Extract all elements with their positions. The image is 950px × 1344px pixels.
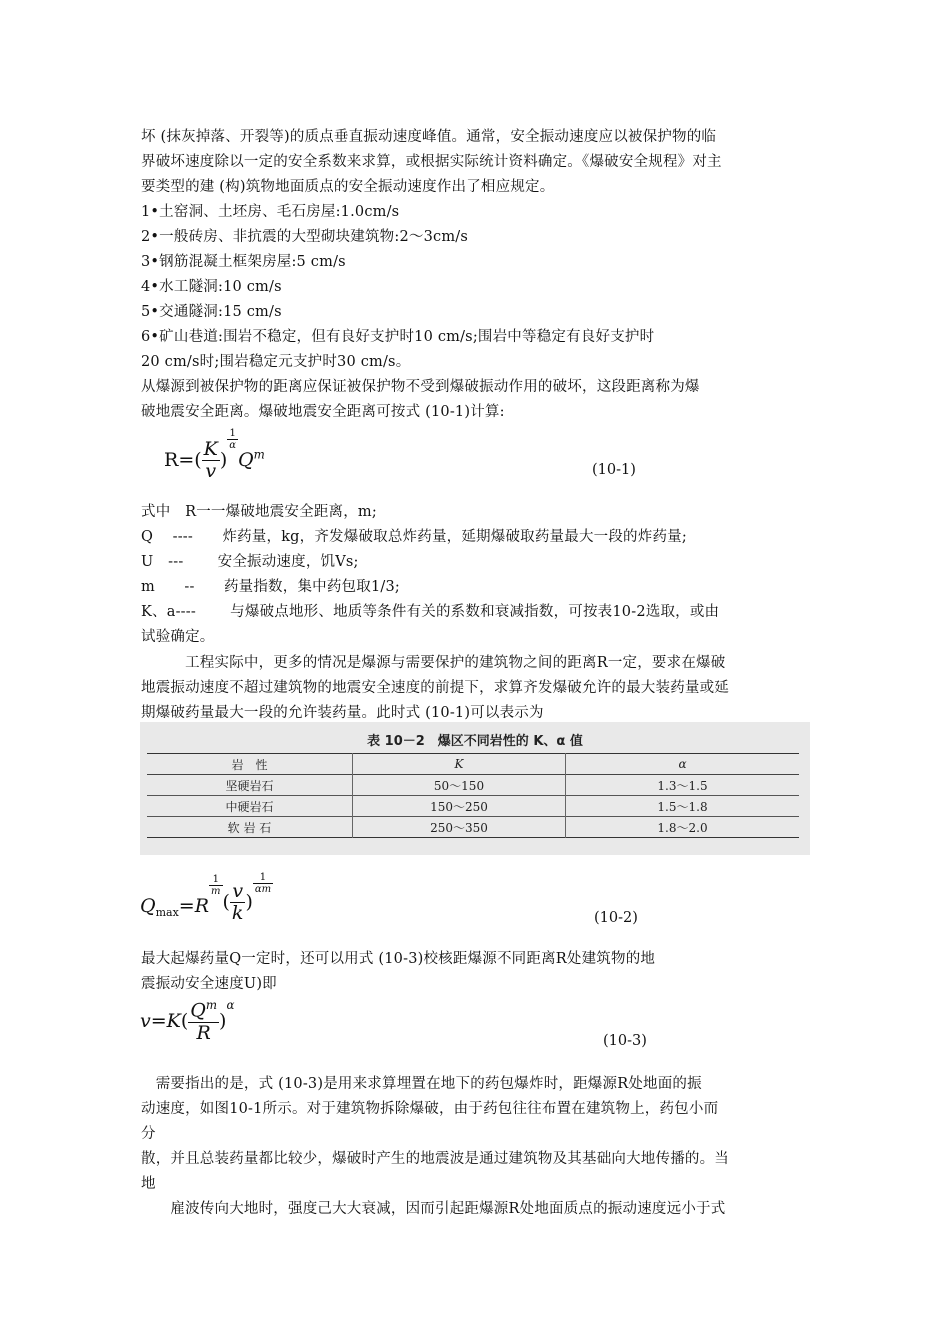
table-row: [147, 817, 799, 838]
table-cell: 1.8～2.0: [566, 817, 800, 838]
table-cell: 250～350: [353, 817, 566, 838]
text-line: 震振动安全速度U)即: [141, 976, 277, 992]
formula-fraction: [202, 439, 220, 483]
column-header: 岩 性: [231, 757, 268, 772]
fraction-numerator: v: [230, 881, 246, 903]
text-line: 破地震安全距离。爆破地震安全距离可按式 (10-1)计算:: [141, 404, 505, 420]
formula-10-2: [140, 872, 273, 925]
formula-paren: ): [219, 1010, 227, 1032]
fraction-denominator: v: [205, 460, 217, 483]
exponent-fraction: [209, 874, 222, 898]
text-line: 雇波传向大地时，强度己大大衰减，因而引起距爆源R处地面质点的振动速度远小于式: [141, 1201, 726, 1217]
definition-line: 试验确定。: [141, 629, 215, 645]
formula-r: R: [194, 895, 210, 917]
formula-paren: ): [245, 891, 253, 913]
table-cell: 50～150: [353, 775, 566, 796]
table-cell: 1.3～1.5: [566, 775, 800, 796]
list-item: 5•交通隧洞:15 cm/s: [141, 304, 282, 320]
text-line: 界破坏速度除以一定的安全系数来求算，或根据实际统计资料确定。《爆破安全规程》对主: [141, 154, 722, 170]
fraction-denominator: R: [196, 1021, 211, 1044]
formula-paren: (: [222, 891, 230, 913]
definition-line: K、a---- 与爆破点地形、地质等条件有关的系数和衰减指数，可按表10-2选取，或由: [141, 604, 720, 620]
definition-line: Q ---- 炸药量，kg，齐发爆破取总炸药量，延期爆破取药量最大一段的炸药量;: [141, 529, 687, 545]
fraction-denominator: k: [231, 902, 244, 925]
exponent-denominator: α: [229, 440, 237, 451]
text-line: 地: [141, 1176, 156, 1192]
table-cell: 坚硬岩石: [225, 778, 274, 793]
fraction-numerator: K: [203, 438, 218, 461]
list-item: 4•水工隧洞:10 cm/s: [141, 279, 282, 295]
text-line: 工程实际中，更多的情况是爆源与需要保护的建筑物之间的距离R一定，要求在爆破: [141, 655, 726, 671]
formula-paren: ): [219, 449, 228, 471]
exponent-fraction: [253, 872, 273, 896]
text-line: 分: [141, 1126, 156, 1142]
text-line: 动速度，如图10-1所示。对于建筑物拆除爆破，由于药包往往布置在建筑物上，药包小而: [141, 1101, 719, 1117]
definition-line: 式中 R一一爆破地震安全距离，m;: [141, 504, 377, 520]
list-item: 2•一般砖房、非抗震的大型砌块建筑物:2〜3cm/s: [141, 229, 469, 245]
exponent-denominator: αm: [254, 884, 272, 895]
exponent-fraction: [227, 428, 238, 452]
list-item: 1•土窑洞、土坯房、毛石房屋:1.0cm/s: [141, 204, 400, 220]
equation-number: (10-3): [603, 1033, 647, 1049]
exponent-numerator: 1: [227, 428, 238, 440]
formula-q: Q: [238, 449, 254, 471]
list-item: 3•钢筋混凝土框架房屋:5 cm/s: [141, 254, 346, 270]
column-header: α: [566, 754, 800, 775]
exponent-denominator: m: [211, 886, 221, 897]
text-line: 从爆源到被保护物的距离应保证被保护物不受到爆破振动作用的破坏，这段距离称为爆: [141, 379, 700, 395]
table-header-row: [147, 754, 799, 775]
formula-fraction: [188, 999, 219, 1044]
text-line: 最大起爆药量Q一定时，还可以用式 (10-3)校核距爆源不同距离R处建筑物的地: [141, 951, 656, 967]
numerator-q: Q: [190, 999, 206, 1022]
text-line: 散，并且总装药量都比较少，爆破时产生的地震波是通过建筑物及其基础向大地传播的。当: [141, 1151, 729, 1167]
table-row: [147, 796, 799, 817]
text-line: 期爆破药量最大一段的允许装药量。此时式 (10-1)可以表示为: [141, 705, 544, 721]
table-cell: 1.5～1.8: [566, 796, 800, 817]
definition-line: m -- 药量指数，集中药包取1/3;: [141, 579, 400, 595]
formula-exponent: α: [226, 998, 235, 1012]
list-item: 6•矿山巷道:围岩不稳定，但有良好支护时10 cm/s;围岩中等稳定有良好支护时: [141, 329, 655, 345]
table-cell: 中硬岩石: [225, 799, 274, 814]
formula-paren: (: [180, 1010, 189, 1032]
formula-10-3: [140, 998, 234, 1045]
table-title: 表 10－2 爆区不同岩性的 K、α 值: [367, 734, 583, 749]
formula-lhs: R: [164, 449, 179, 471]
fraction-numerator: [188, 999, 219, 1022]
equation-number: (10-1): [592, 462, 636, 478]
column-header: K: [353, 754, 566, 775]
text-line: 需要指出的是，式 (10-3)是用来求算埋置在地下的药包爆炸时，距爆源R处地面的振: [141, 1076, 702, 1092]
definition-line: U --- 安全振动速度，饥Vs;: [141, 554, 359, 570]
formula-k: K: [166, 1010, 181, 1032]
table-cell: 150～250: [353, 796, 566, 817]
list-item: 20 cm/s时;围岩稳定元支护时30 cm/s。: [141, 354, 411, 370]
formula-operator: =(: [178, 449, 202, 471]
text-line: 坏 (抹灰掉落、开裂等)的质点垂直振动速度峰值。通常，安全振动速度应以被保护物的临: [141, 129, 717, 145]
formula-10-1: [164, 428, 265, 483]
text-line: 地震振动速度不超过建筑物的地震安全速度的前提下，求算齐发爆破允许的最大装药量或延: [141, 680, 729, 696]
table-cell: 软 岩 石: [227, 820, 272, 835]
formula-q-exponent: m: [253, 447, 265, 462]
exponent-numerator: 1: [253, 872, 273, 884]
table-10-2-image: [140, 722, 810, 855]
formula-lhs: Q: [140, 895, 156, 917]
equation-number: (10-2): [594, 910, 638, 926]
text-line: 要类型的建 (构)筑物地面质点的安全振动速度作出了相应规定。: [141, 179, 555, 195]
numerator-exponent: m: [205, 998, 218, 1013]
exponent-numerator: 1: [209, 874, 222, 886]
formula-fraction: [230, 881, 246, 925]
formula-lhs: v: [140, 1010, 151, 1032]
formula-operator: =: [150, 1010, 167, 1032]
formula-lhs-subscript: max: [155, 906, 179, 919]
table-row: [147, 775, 799, 796]
formula-operator: =: [178, 895, 195, 917]
rock-property-table: [147, 753, 799, 838]
